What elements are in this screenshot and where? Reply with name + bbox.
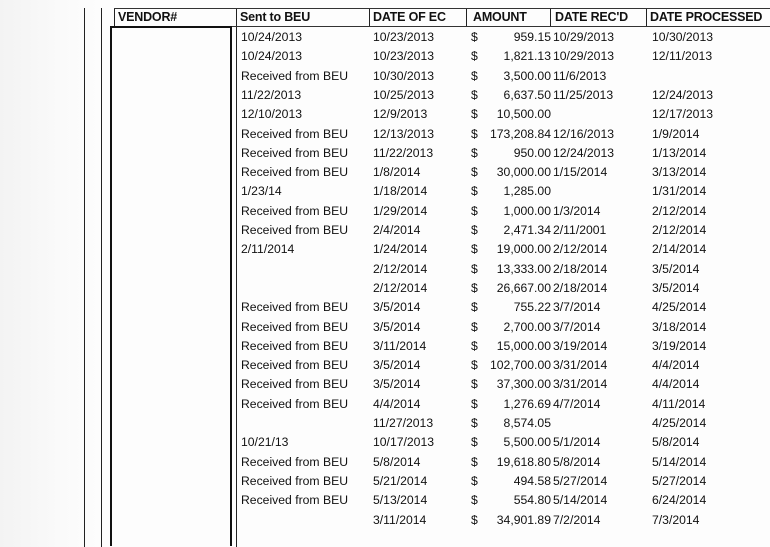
date-recd-cell: 1/3/2014 bbox=[553, 203, 601, 218]
sent-to-beu-cell: Received from BEU bbox=[241, 454, 349, 469]
sent-to-beu-cell: 10/24/2013 bbox=[241, 49, 302, 64]
dollar-sign-cell: $ bbox=[471, 338, 478, 353]
date-recd-cell: 10/29/2013 bbox=[553, 30, 614, 44]
dollar-sign-cell: $ bbox=[471, 68, 478, 83]
table-row bbox=[0, 163, 770, 182]
date-recd-cell: 11/6/2013 bbox=[553, 68, 607, 83]
table-row bbox=[0, 279, 770, 298]
column-rule bbox=[646, 8, 647, 26]
date-recd-cell: 10/29/2013 bbox=[553, 49, 614, 64]
date-processed-cell: 12/17/2013 bbox=[652, 107, 713, 122]
date-of-ec-cell: 3/5/2014 bbox=[373, 358, 421, 373]
amount-cell: 1,285.00 bbox=[503, 184, 551, 199]
sent-to-beu-cell: Received from BEU bbox=[241, 126, 349, 141]
dollar-sign-cell: $ bbox=[471, 377, 478, 392]
header-date-of-ec: DATE OF EC bbox=[373, 10, 446, 24]
table-row bbox=[0, 414, 770, 433]
sent-to-beu-cell bbox=[241, 511, 363, 530]
dollar-sign-cell: $ bbox=[471, 223, 478, 237]
date-of-ec-cell: 5/21/2014 bbox=[373, 473, 428, 488]
amount-cell: 173,208.84 bbox=[490, 126, 551, 141]
date-of-ec-cell: 12/13/2013 bbox=[373, 126, 434, 141]
amount-cell: 13,333.00 bbox=[496, 261, 551, 276]
date-recd-cell: 7/2/2014 bbox=[553, 512, 601, 527]
table-row bbox=[0, 491, 770, 510]
amount-cell: 102,700.00 bbox=[490, 358, 551, 373]
table-row bbox=[0, 240, 770, 259]
table-row bbox=[0, 511, 770, 530]
date-processed-cell: 4/4/2014 bbox=[652, 358, 700, 373]
date-processed-cell: 1/9/2014 bbox=[652, 126, 700, 141]
date-recd-cell: 2/11/2001 bbox=[553, 223, 607, 237]
date-recd-cell: 1/15/2014 bbox=[553, 165, 608, 180]
date-processed-cell: 3/19/2014 bbox=[652, 338, 707, 353]
amount-cell: 1,821.13 bbox=[503, 49, 551, 64]
table-row bbox=[0, 260, 770, 279]
date-of-ec-cell: 2/12/2014 bbox=[373, 261, 428, 276]
date-recd-cell: 3/19/2014 bbox=[553, 338, 608, 353]
date-of-ec-cell: 11/22/2013 bbox=[373, 145, 434, 160]
sent-to-beu-cell: Received from BEU bbox=[241, 396, 349, 411]
date-recd-cell: 2/18/2014 bbox=[553, 280, 608, 295]
date-processed-cell: 3/5/2014 bbox=[652, 261, 700, 276]
dollar-sign-cell: $ bbox=[471, 203, 478, 218]
date-processed-cell: 2/14/2014 bbox=[652, 242, 707, 257]
table-row bbox=[0, 395, 770, 414]
table-row bbox=[0, 86, 770, 105]
amount-cell: 950.00 bbox=[513, 145, 551, 160]
table-row bbox=[0, 105, 770, 124]
dollar-sign-cell: $ bbox=[471, 30, 478, 44]
date-recd-cell: 3/7/2014 bbox=[553, 319, 601, 334]
amount-cell: 37,300.00 bbox=[496, 377, 551, 392]
date-processed-cell: 6/24/2014 bbox=[652, 493, 707, 508]
sent-to-beu-cell: 11/22/2013 bbox=[241, 87, 302, 102]
sent-to-beu-cell: Received from BEU bbox=[241, 145, 349, 160]
dollar-sign-cell: $ bbox=[471, 396, 478, 411]
table-row bbox=[0, 318, 770, 337]
table-row bbox=[0, 67, 770, 86]
date-recd-cell: 3/7/2014 bbox=[553, 300, 601, 315]
table-row bbox=[0, 202, 770, 221]
sent-to-beu-cell: Received from BEU bbox=[241, 338, 349, 353]
date-recd-cell: 4/7/2014 bbox=[553, 396, 601, 411]
date-recd-cell: 11/25/2013 bbox=[553, 87, 614, 102]
date-processed-cell: 12/11/2013 bbox=[652, 49, 713, 64]
sent-to-beu-cell: Received from BEU bbox=[241, 203, 349, 218]
sent-to-beu-cell: Received from BEU bbox=[241, 493, 349, 508]
date-processed-cell: 1/31/2014 bbox=[652, 184, 707, 199]
table-row bbox=[0, 182, 770, 201]
date-of-ec-cell: 1/24/2014 bbox=[373, 242, 428, 257]
dollar-sign-cell: $ bbox=[471, 300, 478, 315]
date-processed-cell: 5/27/2014 bbox=[652, 473, 707, 488]
date-processed-cell: 4/4/2014 bbox=[652, 377, 700, 392]
dollar-sign-cell: $ bbox=[471, 165, 478, 180]
date-recd-cell: 5/8/2014 bbox=[553, 454, 601, 469]
dollar-sign-cell: $ bbox=[471, 358, 478, 373]
date-of-ec-cell: 10/23/2013 bbox=[373, 49, 434, 64]
date-of-ec-cell: 2/12/2014 bbox=[373, 280, 428, 295]
sent-to-beu-cell: Received from BEU bbox=[241, 358, 349, 373]
date-of-ec-cell: 3/5/2014 bbox=[373, 300, 421, 315]
sent-to-beu-cell: Received from BEU bbox=[241, 473, 349, 488]
date-recd-cell: 12/24/2013 bbox=[553, 145, 614, 160]
date-of-ec-cell: 5/8/2014 bbox=[373, 454, 421, 469]
date-of-ec-cell: 3/11/2014 bbox=[373, 338, 427, 353]
sent-to-beu-cell: Received from BEU bbox=[241, 165, 349, 180]
sent-to-beu-cell: Received from BEU bbox=[241, 377, 349, 392]
amount-cell: 554.80 bbox=[513, 493, 551, 508]
dollar-sign-cell: $ bbox=[471, 87, 478, 102]
date-of-ec-cell: 10/30/2013 bbox=[373, 68, 434, 83]
amount-cell: 5,500.00 bbox=[503, 435, 551, 450]
date-of-ec-cell: 2/4/2014 bbox=[373, 223, 421, 237]
table-row bbox=[0, 298, 770, 317]
sent-to-beu-cell: Received from BEU bbox=[241, 223, 349, 237]
table-row bbox=[0, 47, 770, 66]
amount-cell: 10,500.00 bbox=[496, 107, 551, 122]
date-recd-cell: 5/14/2014 bbox=[553, 493, 608, 508]
amount-cell: 3,500.00 bbox=[503, 68, 551, 83]
date-recd-cell bbox=[553, 182, 647, 201]
date-of-ec-cell: 12/9/2013 bbox=[373, 107, 428, 122]
table-row bbox=[0, 125, 770, 144]
sent-to-beu-cell bbox=[241, 279, 363, 298]
date-of-ec-cell: 11/27/2013 bbox=[373, 416, 434, 430]
amount-cell: 26,667.00 bbox=[496, 280, 551, 295]
sent-to-beu-cell: 1/23/14 bbox=[241, 184, 282, 199]
date-processed-cell: 5/14/2014 bbox=[652, 454, 707, 469]
date-processed-cell: 4/11/2014 bbox=[652, 396, 706, 411]
table-row bbox=[0, 453, 770, 472]
date-of-ec-cell: 3/11/2014 bbox=[373, 512, 427, 527]
table-row bbox=[0, 221, 770, 240]
table-row bbox=[0, 472, 770, 491]
dollar-sign-cell: $ bbox=[471, 512, 478, 527]
sent-to-beu-cell: 10/21/13 bbox=[241, 435, 289, 450]
amount-cell: 2,700.00 bbox=[503, 319, 551, 334]
date-processed-cell: 4/25/2014 bbox=[652, 300, 707, 315]
column-rule bbox=[369, 8, 370, 26]
amount-cell: 2,471.34 bbox=[503, 223, 551, 237]
date-recd-cell: 3/31/2014 bbox=[553, 377, 608, 392]
date-of-ec-cell: 10/25/2013 bbox=[373, 87, 434, 102]
dollar-sign-cell: $ bbox=[471, 261, 478, 276]
date-processed-cell: 10/30/2013 bbox=[652, 30, 713, 44]
dollar-sign-cell: $ bbox=[471, 416, 478, 430]
dollar-sign-cell: $ bbox=[471, 473, 478, 488]
date-processed-cell: 7/3/2014 bbox=[652, 512, 700, 527]
amount-cell: 1,276.69 bbox=[503, 396, 551, 411]
amount-cell: 30,000.00 bbox=[496, 165, 551, 180]
dollar-sign-cell: $ bbox=[471, 454, 478, 469]
header-vendor: VENDOR# bbox=[118, 10, 178, 24]
date-of-ec-cell: 1/8/2014 bbox=[373, 165, 421, 180]
table-row bbox=[0, 433, 770, 452]
dollar-sign-cell: $ bbox=[471, 242, 478, 257]
date-recd-cell: 5/27/2014 bbox=[553, 473, 608, 488]
dollar-sign-cell: $ bbox=[471, 280, 478, 295]
dollar-sign-cell: $ bbox=[471, 49, 478, 64]
table-row bbox=[0, 28, 770, 47]
date-processed-cell: 2/12/2014 bbox=[652, 223, 707, 237]
date-recd-cell: 2/12/2014 bbox=[553, 242, 608, 257]
dollar-sign-cell: $ bbox=[471, 107, 478, 122]
date-processed-cell: 2/12/2014 bbox=[652, 203, 707, 218]
date-of-ec-cell: 3/5/2014 bbox=[373, 377, 421, 392]
date-recd-cell bbox=[553, 414, 647, 433]
date-recd-cell: 12/16/2013 bbox=[553, 126, 614, 141]
date-processed-cell: 5/8/2014 bbox=[652, 435, 700, 450]
date-recd-cell: 2/18/2014 bbox=[553, 261, 608, 276]
table-row bbox=[0, 356, 770, 375]
amount-cell: 19,000.00 bbox=[496, 242, 551, 257]
amount-cell: 959.15 bbox=[513, 30, 551, 44]
date-of-ec-cell: 3/5/2014 bbox=[373, 319, 421, 334]
date-processed-cell: 4/25/2014 bbox=[652, 416, 707, 430]
amount-cell: 34,901.89 bbox=[496, 512, 551, 527]
sent-to-beu-cell: 12/10/2013 bbox=[241, 107, 302, 122]
header-sent-to-beu: Sent to BEU bbox=[240, 10, 311, 24]
amount-cell: 15,000.00 bbox=[496, 338, 551, 353]
column-rule bbox=[114, 8, 115, 26]
amount-cell: 755.22 bbox=[513, 300, 551, 315]
date-of-ec-cell: 1/29/2014 bbox=[373, 203, 428, 218]
column-rule bbox=[466, 8, 467, 26]
sent-to-beu-cell bbox=[241, 260, 363, 279]
dollar-sign-cell: $ bbox=[471, 435, 478, 450]
sent-to-beu-cell: Received from BEU bbox=[241, 300, 349, 315]
date-recd-cell bbox=[553, 105, 647, 124]
dollar-sign-cell: $ bbox=[471, 126, 478, 141]
dollar-sign-cell: $ bbox=[471, 145, 478, 160]
date-of-ec-cell: 1/18/2014 bbox=[373, 184, 428, 199]
date-processed-cell: 3/18/2014 bbox=[652, 319, 707, 334]
date-processed-cell: 3/13/2014 bbox=[652, 165, 707, 180]
column-rule bbox=[550, 8, 551, 26]
table-row bbox=[0, 337, 770, 356]
date-processed-cell: 12/24/2013 bbox=[652, 87, 713, 102]
date-of-ec-cell: 10/17/2013 bbox=[373, 435, 434, 450]
dollar-sign-cell: $ bbox=[471, 319, 478, 334]
table-row bbox=[0, 144, 770, 163]
dollar-sign-cell: $ bbox=[471, 493, 478, 508]
sent-to-beu-cell: Received from BEU bbox=[241, 68, 349, 83]
sent-to-beu-cell: 10/24/2013 bbox=[241, 30, 302, 44]
date-processed-cell: 3/5/2014 bbox=[652, 280, 700, 295]
sent-to-beu-cell: Received from BEU bbox=[241, 319, 349, 334]
amount-cell: 19,618.80 bbox=[496, 454, 551, 469]
header-date-processed: DATE PROCESSED bbox=[650, 10, 763, 24]
date-of-ec-cell: 4/4/2014 bbox=[373, 396, 421, 411]
dollar-sign-cell: $ bbox=[471, 184, 478, 199]
amount-cell: 6,637.50 bbox=[503, 87, 551, 102]
sent-to-beu-cell bbox=[241, 414, 363, 433]
header-amount: AMOUNT bbox=[473, 10, 527, 24]
date-processed-cell: 1/13/2014 bbox=[652, 145, 707, 160]
date-processed-cell bbox=[652, 67, 768, 86]
date-recd-cell: 5/1/2014 bbox=[553, 435, 601, 450]
date-recd-cell: 3/31/2014 bbox=[553, 358, 608, 373]
table-row bbox=[0, 375, 770, 394]
amount-cell: 494.58 bbox=[513, 473, 551, 488]
amount-cell: 8,574.05 bbox=[503, 416, 551, 430]
amount-cell: 1,000.00 bbox=[503, 203, 551, 218]
date-of-ec-cell: 5/13/2014 bbox=[373, 493, 428, 508]
date-of-ec-cell: 10/23/2013 bbox=[373, 30, 434, 44]
sent-to-beu-cell: 2/11/2014 bbox=[241, 242, 295, 257]
header-date-recd: DATE REC'D bbox=[555, 10, 628, 24]
